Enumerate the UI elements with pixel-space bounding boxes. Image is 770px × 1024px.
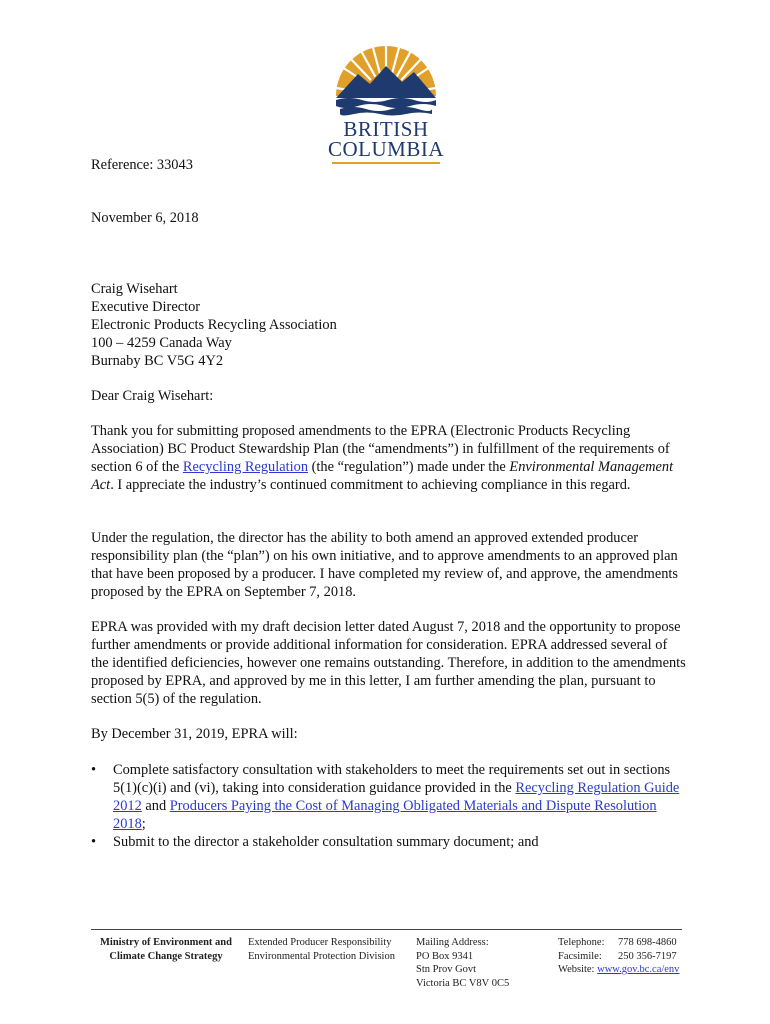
footer-fax: 250 356-7197 <box>618 950 677 962</box>
paragraph-1-text-b: (the “regulation”) made under the <box>308 459 510 475</box>
bullet-1-text-c: ; <box>141 816 146 832</box>
salutation: Dear Craig Wisehart: <box>91 388 214 404</box>
recycling-regulation-link[interactable]: Recycling Regulation <box>182 459 309 475</box>
footer-divider <box>91 929 682 930</box>
bullet-1-text-a: Complete satisfactory consultation with stakeholders to meet the requirements set out in sections 5(1)(c)(i) and (vi), taking into consideration guidance provided in the <box>113 762 671 796</box>
footer-telephone: 778 698-4860 <box>618 937 677 948</box>
producers-paying-cost-link[interactable]: Producers Paying the Cost of Managing Obligated Materials and Dispute Resolution 2018 <box>113 798 657 832</box>
footer-ministry-line1: Ministry of Environment and <box>100 937 232 948</box>
list-item: • Submit to the director a stakeholder consultation summary document; and <box>91 833 687 851</box>
paragraph-4: By December 31, 2019, EPRA will: <box>91 726 298 742</box>
recycling-regulation-guide-link[interactable]: Recycling Regulation Guide 2012 <box>113 780 680 814</box>
logo-word-british: BRITISH <box>343 117 429 141</box>
bullet-1-text-b: and <box>141 798 170 814</box>
footer-division-line1: Extended Producer Responsibility <box>248 937 392 948</box>
footer-website-link[interactable]: www.gov.bc.ca/env <box>597 964 680 975</box>
letter-date: November 6, 2018 <box>91 210 199 226</box>
list-item <box>91 761 687 833</box>
footer-division-line2: Environmental Protection Division <box>248 950 395 962</box>
paragraph-1 <box>91 422 687 494</box>
recipient-address-line1: 100 – 4259 Canada Way <box>91 335 232 351</box>
footer-fax-label: Facsimile: <box>558 950 602 962</box>
footer-contact <box>558 936 688 977</box>
paragraph-2: Under the regulation, the director has the ability to both amend an approved extended producer responsibility plan (the “plan”) on his own initiative, and to approve amendments to an approved plan that have been proposed by a producer. I have completed my review of, and approve, the amendments proposed by the EPRA on September 7, 2018. <box>91 530 679 600</box>
recipient-title: Executive Director <box>91 299 201 315</box>
footer-mail-line1: PO Box 9341 <box>416 950 474 962</box>
logo-word-columbia: COLUMBIA <box>328 137 445 161</box>
footer-telephone-label: Telephone: <box>558 937 605 948</box>
footer-division <box>248 936 413 963</box>
bc-sun-mountains-icon <box>334 40 438 116</box>
reference-line: Reference: 33043 <box>91 157 193 173</box>
footer-mail-label: Mailing Address: <box>416 937 489 948</box>
recipient-organization: Electronic Products Recycling Association <box>91 317 337 333</box>
footer-mail-line3: Victoria BC V8V 0C5 <box>416 977 510 989</box>
footer-ministry-line2: Climate Change Strategy <box>109 950 223 962</box>
recipient-name: Craig Wisehart <box>91 281 178 297</box>
bc-logo <box>328 40 444 164</box>
environmental-management-act-title: Environmental Management Act <box>91 459 674 493</box>
paragraph-1-text-a: Thank you for submitting proposed amendments to the EPRA (Electronic Products Recycling Association) BC Product Stewardship Plan (the “amendments”) in fulfillment of the requirements of section 6 of the <box>91 423 670 475</box>
paragraph-1-text-c: . I appreciate the industry’s continued commitment to achieving compliance in this regard. <box>110 477 631 493</box>
footer-ministry <box>91 936 241 963</box>
requirements-list <box>91 761 687 851</box>
footer-mail-line2: Stn Prov Govt <box>416 964 477 975</box>
paragraph-3: EPRA was provided with my draft decision letter dated August 7, 2018 and the opportunity to propose further amendments or provide additional information for consideration. EPRA addressed several of the identified deficiencies, however one remains outstanding. Therefore, in addition to the amendments proposed by EPRA, and approved by me in this letter, I am further amending the plan, pursuant to section 5(5) of the regulation. <box>91 619 686 707</box>
recipient-address-line2: Burnaby BC V5G 4Y2 <box>91 353 224 369</box>
recipient-block <box>91 280 687 370</box>
footer-website-label: Website: <box>558 964 595 975</box>
footer-mailing-address <box>416 936 546 990</box>
